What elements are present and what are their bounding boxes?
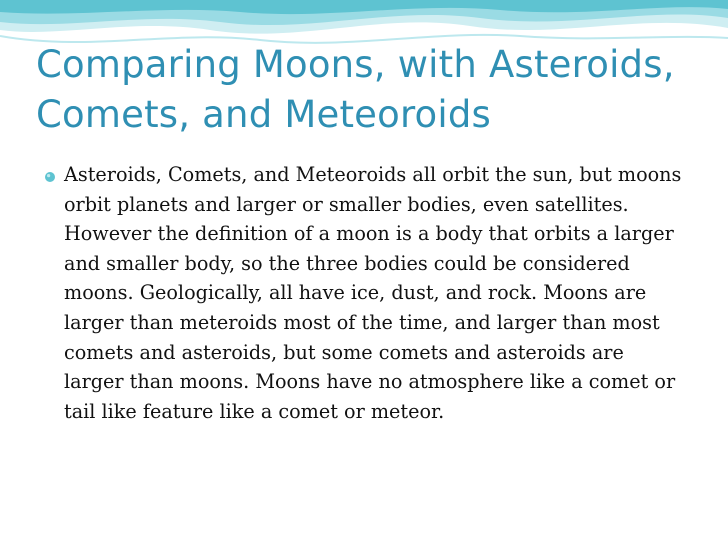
bullet-item (44, 160, 684, 426)
slide-title: Comparing Moons, with Asteroids, Comets, and Meteoroids (36, 43, 675, 136)
slide-content (44, 160, 684, 426)
bullet-text: Asteroids, Comets, and Meteoroids all orbit the sun, but moons orbit planets and larger or smaller bodies, even satellites. However the definition of a moon is a body that orbits a larger and smaller body, so the three bodies could be considered moons. Geologically, all have ice, dust, and rock. Moons are larger than meteroids most of the time, and larger than most comets and asteroids, but some comets and asteroids are larger than moons. Moons have no atmosphere like a comet or tail like feature like a comet or meteor. (64, 163, 682, 423)
bullet-icon (44, 171, 56, 183)
